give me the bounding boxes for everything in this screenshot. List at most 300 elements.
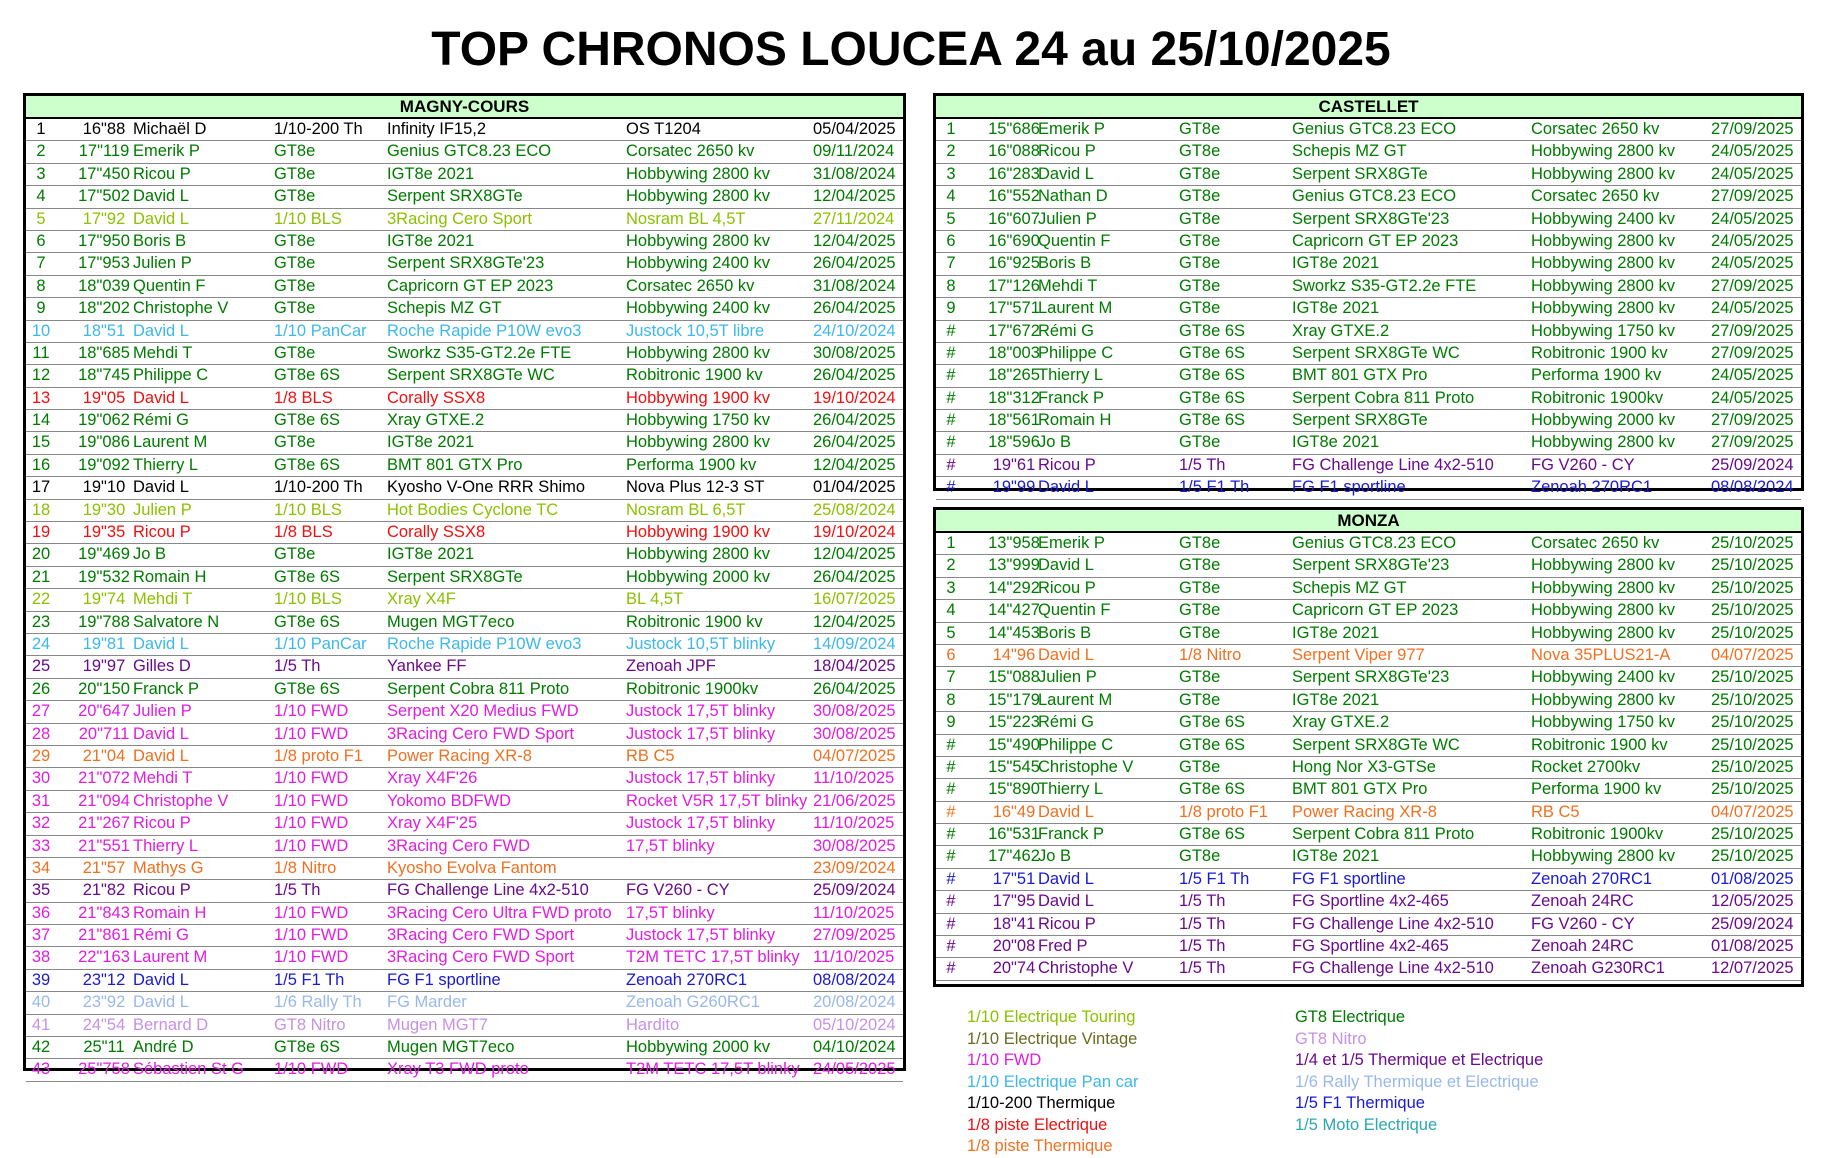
rank-cell: 35: [31, 881, 51, 900]
monza-rows: [936, 533, 1801, 981]
rank-cell: #: [946, 366, 956, 385]
motor-cell: Hobbywing 2800 kv: [626, 231, 771, 250]
category-cell: 1/10 FWD: [274, 724, 349, 743]
time-cell: 18"685: [78, 343, 130, 362]
table-row: [936, 164, 1801, 186]
table-row: [936, 936, 1801, 958]
driver-cell: Julien P: [1038, 209, 1097, 228]
rank-cell: 25: [31, 657, 51, 676]
category-cell: GT8e: [1179, 601, 1221, 620]
rank-cell: 8: [946, 690, 956, 709]
category-cell: GT8e: [1179, 299, 1221, 318]
motor-cell: Corsatec 2650 kv: [626, 142, 755, 161]
time-cell: 15"490: [988, 735, 1040, 754]
category-cell: GT8e: [1179, 433, 1221, 452]
legend-item: 1/5 F1 Thermique: [1295, 1094, 1425, 1112]
time-cell: 16"531: [988, 825, 1040, 844]
date-cell: 24/05/2025: [1711, 254, 1794, 273]
date-cell: 25/09/2024: [813, 881, 896, 900]
motor-cell: Hobbywing 2800 kv: [1531, 142, 1676, 161]
rank-cell: 3: [946, 164, 956, 183]
rank-cell: 37: [31, 926, 51, 945]
rank-cell: 34: [31, 858, 51, 877]
category-cell: GT8e: [1179, 847, 1221, 866]
motor-cell: Justock 17,5T blinky: [626, 926, 776, 945]
time-cell: 17"672: [988, 321, 1040, 340]
date-cell: 12/04/2025: [813, 455, 896, 474]
date-cell: 25/10/2025: [1711, 578, 1794, 597]
time-cell: 19"35: [82, 523, 126, 542]
chassis-cell: IGT8e 2021: [1292, 299, 1380, 318]
time-cell: 15"223: [988, 713, 1040, 732]
chassis-cell: Yokomo BDFWD: [387, 791, 512, 810]
rank-cell: 36: [31, 903, 51, 922]
date-cell: 11/10/2025: [813, 814, 895, 833]
table-row: [936, 824, 1801, 846]
rank-cell: 12: [31, 366, 51, 385]
date-cell: 25/10/2025: [1711, 623, 1794, 642]
date-cell: 24/05/2025: [1711, 299, 1794, 318]
chassis-cell: Genius GTC8.23 ECO: [1292, 120, 1457, 138]
table-row: [26, 925, 903, 947]
time-cell: 16"552: [988, 187, 1040, 206]
rank-cell: 15: [31, 433, 51, 452]
chassis-cell: IGT8e 2021: [387, 164, 475, 183]
category-cell: GT8e: [274, 254, 316, 273]
date-cell: 24/05/2025: [1711, 231, 1794, 250]
date-cell: 19/10/2024: [813, 388, 896, 407]
chassis-cell: Capricorn GT EP 2023: [1292, 231, 1459, 250]
driver-cell: Ricou P: [1038, 914, 1096, 933]
date-cell: 04/10/2024: [813, 1038, 896, 1057]
table-row: [936, 186, 1801, 208]
table-row: [26, 947, 903, 969]
table-row: [26, 477, 903, 499]
time-cell: 21"82: [82, 881, 126, 900]
date-cell: 24/05/2025: [1711, 209, 1794, 228]
time-cell: 24"54: [82, 1015, 126, 1034]
category-cell: GT8e: [1179, 556, 1221, 575]
table-row: [26, 701, 903, 723]
rank-cell: 26: [31, 679, 51, 698]
motor-cell: Justock 17,5T blinky: [626, 702, 776, 721]
motor-cell: Robitronic 1900kv: [1531, 388, 1664, 407]
table-row: [936, 119, 1801, 141]
legend-item: 1/10-200 Thermique: [967, 1094, 1116, 1112]
chassis-cell: Serpent SRX8GTe'23: [387, 254, 545, 273]
table-row: [936, 555, 1801, 577]
date-cell: 26/04/2025: [813, 366, 896, 385]
table-row: [936, 600, 1801, 622]
rank-cell: 3: [36, 164, 46, 183]
date-cell: 24/10/2024: [813, 321, 896, 340]
category-cell: 1/5 F1 Th: [1179, 478, 1250, 497]
category-cell: GT8e: [274, 276, 316, 295]
time-cell: 17"92: [82, 209, 126, 228]
time-cell: 20"08: [992, 937, 1036, 956]
category-cell: GT8e 6S: [274, 1038, 341, 1057]
table-row: [936, 477, 1801, 499]
table-row: [26, 388, 903, 410]
time-cell: 15"545: [988, 757, 1040, 776]
motor-cell: Nova 35PLUS21-A: [1531, 645, 1671, 664]
chassis-cell: Kyosho Evolva Fantom: [387, 858, 557, 877]
category-cell: 1/5 Th: [1179, 937, 1226, 956]
motor-cell: Hobbywing 2800 kv: [1531, 254, 1676, 273]
date-cell: 25/10/2025: [1711, 735, 1794, 754]
table-row: [26, 164, 903, 186]
time-cell: 19"97: [82, 657, 126, 676]
time-cell: 16"607: [988, 209, 1040, 228]
time-cell: 21"551: [78, 836, 130, 855]
chassis-cell: Infinity IF15,2: [387, 120, 487, 138]
motor-cell: Hobbywing 1900 kv: [626, 523, 771, 542]
rank-cell: #: [946, 478, 956, 497]
time-cell: 23"92: [82, 993, 126, 1012]
driver-cell: Laurent M: [1038, 299, 1113, 318]
chassis-cell: Power Racing XR-8: [1292, 802, 1437, 821]
category-cell: GT8e: [1179, 164, 1221, 183]
time-cell: 13"999: [988, 556, 1040, 575]
table-row: [936, 846, 1801, 868]
category-cell: 1/10 FWD: [274, 769, 349, 788]
category-cell: GT8e: [1179, 534, 1221, 552]
chassis-cell: Xray T3 FWD proto: [387, 1060, 529, 1079]
time-cell: 21"072: [78, 769, 130, 788]
date-cell: 25/10/2025: [1711, 534, 1794, 552]
date-cell: 25/10/2025: [1711, 825, 1794, 844]
rank-cell: 11: [32, 343, 50, 362]
driver-cell: Fred P: [1038, 937, 1088, 956]
chassis-cell: Hong Nor X3-GTSe: [1292, 757, 1436, 776]
motor-cell: T2M TETC 17,5T blinky: [626, 948, 800, 967]
time-cell: 18"202: [78, 299, 130, 318]
category-cell: GT8e 6S: [274, 455, 341, 474]
date-cell: 25/10/2025: [1711, 668, 1794, 687]
motor-cell: Zenoah 24RC: [1531, 892, 1634, 911]
time-cell: 17"95: [992, 892, 1036, 911]
motor-cell: Corsatec 2650 kv: [1531, 187, 1660, 206]
date-cell: 25/10/2025: [1711, 757, 1794, 776]
time-cell: 19"99: [992, 478, 1036, 497]
chassis-cell: Capricorn GT EP 2023: [1292, 601, 1459, 620]
motor-cell: T2M TETC 17,5T blinky: [626, 1060, 800, 1079]
driver-cell: Jo B: [1038, 433, 1072, 452]
driver-cell: Sébastien St G: [133, 1060, 244, 1079]
driver-cell: Bernard D: [133, 1015, 209, 1034]
category-cell: 1/10-200 Th: [274, 120, 363, 138]
motor-cell: FG V260 - CY: [1531, 914, 1635, 933]
driver-cell: Ricou P: [1038, 142, 1096, 161]
table-row: [26, 1037, 903, 1059]
chassis-cell: 3Racing Cero FWD Sport: [387, 926, 575, 945]
category-cell: GT8e 6S: [1179, 411, 1246, 430]
time-cell: 17"502: [78, 187, 130, 206]
rank-cell: #: [946, 802, 956, 821]
chassis-cell: Serpent Cobra 811 Proto: [1292, 825, 1475, 844]
date-cell: 26/04/2025: [813, 433, 896, 452]
category-cell: GT8e: [274, 343, 316, 362]
rank-cell: 2: [946, 142, 956, 161]
rank-cell: 24: [31, 634, 51, 653]
category-cell: GT8e 6S: [1179, 366, 1246, 385]
table-row: [26, 903, 903, 925]
date-cell: 12/07/2025: [1711, 959, 1794, 978]
chassis-cell: IGT8e 2021: [1292, 433, 1380, 452]
category-cell: 1/10 FWD: [274, 836, 349, 855]
rank-cell: #: [946, 959, 956, 978]
time-cell: 16"283: [988, 164, 1040, 183]
rank-cell: 28: [31, 724, 51, 743]
chassis-cell: Serpent SRX8GTe'23: [1292, 209, 1450, 228]
motor-cell: Zenoah 24RC: [1531, 937, 1634, 956]
date-cell: 24/05/2025: [1711, 388, 1794, 407]
table-row: [26, 209, 903, 231]
driver-cell: David L: [1038, 164, 1094, 183]
category-cell: 1/8 BLS: [274, 523, 333, 542]
driver-cell: Emerik P: [133, 142, 200, 161]
chassis-cell: 3Racing Cero Ultra FWD proto: [387, 903, 612, 922]
date-cell: 04/07/2025: [1711, 802, 1794, 821]
time-cell: 18"51: [82, 321, 126, 340]
driver-cell: Quentin F: [1038, 231, 1111, 250]
date-cell: 26/04/2025: [813, 411, 896, 430]
rank-cell: 7: [36, 254, 46, 273]
chassis-cell: Serpent SRX8GTe: [1292, 164, 1428, 183]
category-cell: GT8e 6S: [1179, 321, 1246, 340]
motor-cell: Hobbywing 2800 kv: [1531, 623, 1676, 642]
date-cell: 01/04/2025: [813, 478, 896, 497]
category-cell: GT8e: [1179, 668, 1221, 687]
table-row: [26, 858, 903, 880]
category-cell: GT8e: [1179, 757, 1221, 776]
motor-cell: Hobbywing 2000 kv: [626, 1038, 771, 1057]
time-cell: 21"04: [82, 746, 126, 765]
motor-cell: Hobbywing 2400 kv: [1531, 668, 1676, 687]
legend-item: 1/8 piste Thermique: [967, 1137, 1113, 1155]
motor-cell: Hobbywing 2800 kv: [626, 545, 771, 564]
motor-cell: Hobbywing 2000 kv: [626, 567, 771, 586]
driver-cell: Christophe V: [133, 299, 229, 318]
time-cell: 13"958: [988, 534, 1040, 552]
chassis-cell: Genius GTC8.23 ECO: [1292, 187, 1457, 206]
date-cell: 25/10/2025: [1711, 556, 1794, 575]
driver-cell: David L: [133, 209, 189, 228]
rank-cell: 39: [31, 970, 51, 989]
driver-cell: Romain H: [133, 567, 207, 586]
driver-cell: Jo B: [133, 545, 167, 564]
motor-cell: Hobbywing 2800 kv: [626, 433, 771, 452]
rank-cell: 2: [36, 142, 46, 161]
motor-cell: Nosram BL 4,5T: [626, 209, 746, 228]
time-cell: 19"81: [82, 634, 126, 653]
driver-cell: Mehdi T: [133, 590, 193, 609]
category-cell: GT8e: [1179, 254, 1221, 273]
table-row: [26, 589, 903, 611]
date-cell: 27/09/2025: [1711, 343, 1794, 362]
time-cell: 15"686: [988, 120, 1040, 138]
date-cell: 23/09/2024: [813, 858, 896, 877]
category-cell: 1/5 Th: [1179, 892, 1226, 911]
rank-cell: 1: [946, 534, 956, 552]
chassis-cell: Xray GTXE.2: [1292, 713, 1390, 732]
motor-cell: Nosram BL 6,5T: [626, 500, 746, 519]
driver-cell: David L: [133, 746, 189, 765]
date-cell: 24/05/2025: [1711, 142, 1794, 161]
category-cell: GT8e: [274, 231, 316, 250]
driver-cell: David L: [133, 388, 189, 407]
motor-cell: BL 4,5T: [626, 590, 684, 609]
chassis-cell: IGT8e 2021: [1292, 254, 1380, 273]
chassis-cell: Schepis MZ GT: [387, 299, 502, 318]
chassis-cell: Xray X4F'26: [387, 769, 478, 788]
rank-cell: 21: [31, 567, 51, 586]
rank-cell: #: [946, 757, 956, 776]
date-cell: 26/04/2025: [813, 254, 896, 273]
rank-cell: 38: [31, 948, 51, 967]
motor-cell: Hardito: [626, 1015, 680, 1034]
rank-cell: 22: [31, 590, 51, 609]
motor-cell: Performa 1900 kv: [1531, 780, 1662, 799]
chassis-cell: IGT8e 2021: [1292, 623, 1380, 642]
time-cell: 14"292: [988, 578, 1040, 597]
time-cell: 15"088: [988, 668, 1040, 687]
date-cell: 11/10/2025: [813, 769, 895, 788]
legend-item: 1/10 Electrique Touring: [967, 1008, 1136, 1026]
time-cell: 21"861: [78, 926, 130, 945]
rank-cell: #: [946, 321, 956, 340]
driver-cell: Philippe C: [133, 366, 209, 385]
chassis-cell: Yankee FF: [387, 657, 467, 676]
legend-item: 1/5 Moto Electrique: [1295, 1115, 1438, 1134]
date-cell: 26/04/2025: [813, 299, 896, 318]
time-cell: 19"532: [78, 567, 130, 586]
category-cell: GT8e: [274, 433, 316, 452]
date-cell: 12/04/2025: [813, 545, 896, 564]
chassis-cell: FG Challenge Line 4x2-510: [387, 881, 589, 900]
driver-cell: Boris B: [133, 231, 187, 250]
motor-cell: Hobbywing 2000 kv: [1531, 411, 1676, 430]
motor-cell: Justock 10,5T libre: [626, 321, 765, 340]
table-row: [936, 141, 1801, 163]
category-cell: 1/8 Nitro: [274, 858, 337, 877]
table-row: [26, 970, 903, 992]
chassis-cell: Schepis MZ GT: [1292, 142, 1407, 161]
rank-cell: #: [946, 411, 956, 430]
table-row: [936, 802, 1801, 824]
motor-cell: Hobbywing 2800 kv: [626, 343, 771, 362]
chassis-cell: Serpent Viper 977: [1292, 645, 1425, 664]
table-row: [26, 813, 903, 835]
motor-cell: Performa 1900 kv: [626, 455, 757, 474]
motor-cell: Corsatec 2650 kv: [1531, 534, 1660, 552]
table-row: [26, 432, 903, 454]
time-cell: 23"12: [82, 970, 126, 989]
driver-cell: David L: [133, 187, 189, 206]
table-row: [26, 522, 903, 544]
category-cell: 1/8 Nitro: [1179, 645, 1242, 664]
table-row: [936, 779, 1801, 801]
motor-cell: Justock 17,5T blinky: [626, 814, 776, 833]
driver-cell: Mathys G: [133, 858, 204, 877]
category-cell: 1/10 FWD: [274, 1060, 349, 1079]
category-cell: GT8e: [1179, 578, 1221, 597]
chassis-cell: Power Racing XR-8: [387, 746, 532, 765]
date-cell: 05/04/2025: [813, 120, 896, 138]
category-cell: GT8e 6S: [1179, 343, 1246, 362]
chassis-cell: Sworkz S35-GT2.2e FTE: [387, 343, 572, 362]
category-cell: GT8 Nitro: [274, 1015, 346, 1034]
motor-cell: Hobbywing 1750 kv: [1531, 321, 1676, 340]
category-cell: GT8e: [274, 299, 316, 318]
table-row: [936, 231, 1801, 253]
date-cell: 31/08/2024: [813, 164, 896, 183]
chassis-cell: IGT8e 2021: [387, 433, 475, 452]
category-cell: 1/5 Th: [274, 657, 321, 676]
rank-cell: 20: [31, 545, 51, 564]
rank-cell: 2: [946, 556, 956, 575]
time-cell: 19"10: [82, 478, 126, 497]
rank-cell: 1: [36, 120, 46, 138]
category-cell: GT8e 6S: [274, 366, 341, 385]
driver-cell: Philippe C: [1038, 343, 1114, 362]
motor-cell: Robitronic 1900 kv: [626, 366, 763, 385]
time-cell: 18"003: [988, 343, 1040, 362]
driver-cell: Nathan D: [1038, 187, 1108, 206]
time-cell: 21"267: [78, 814, 130, 833]
date-cell: 12/04/2025: [813, 612, 896, 631]
time-cell: 19"74: [82, 590, 126, 609]
time-cell: 14"427: [988, 601, 1040, 620]
chassis-cell: BMT 801 GTX Pro: [1292, 780, 1428, 799]
chassis-cell: Serpent SRX8GTe'23: [1292, 556, 1450, 575]
date-cell: 27/09/2025: [1711, 433, 1794, 452]
table-row: [26, 298, 903, 320]
chassis-cell: FG Challenge Line 4x2-510: [1292, 959, 1494, 978]
motor-cell: Hobbywing 2800 kv: [1531, 601, 1676, 620]
chassis-cell: Serpent SRX8GTe: [387, 567, 523, 586]
date-cell: 19/10/2024: [813, 523, 896, 542]
table-row: [26, 724, 903, 746]
table-row: [936, 958, 1801, 980]
table-row: [26, 836, 903, 858]
date-cell: 30/08/2025: [813, 836, 896, 855]
date-cell: 27/09/2025: [1711, 411, 1794, 430]
chassis-cell: FG F1 sportline: [1292, 869, 1406, 888]
category-cell: GT8e 6S: [274, 567, 341, 586]
legend-item: 1/10 Electrique Vintage: [967, 1029, 1138, 1048]
date-cell: 12/04/2025: [813, 231, 896, 250]
table-row: [26, 231, 903, 253]
category-cell: GT8e: [1179, 120, 1221, 138]
chassis-cell: 3Racing Cero FWD Sport: [387, 948, 575, 967]
time-cell: 14"96: [992, 645, 1036, 664]
magny-cours-table: [23, 93, 906, 1079]
time-cell: 18"265: [988, 366, 1040, 385]
chassis-cell: Xray GTXE.2: [387, 411, 485, 430]
motor-cell: Corsatec 2650 kv: [626, 276, 755, 295]
chassis-cell: Hot Bodies Cyclone TC: [387, 500, 559, 519]
table-row: [26, 455, 903, 477]
legend-item: GT8 Nitro: [1295, 1029, 1367, 1048]
category-cell: GT8e 6S: [274, 411, 341, 430]
category-cell: 1/10-200 Th: [274, 478, 363, 497]
chassis-cell: IGT8e 2021: [387, 231, 475, 250]
time-cell: 19"092: [78, 455, 130, 474]
motor-cell: RB C5: [626, 746, 675, 765]
table-row: [936, 735, 1801, 757]
category-cell: 1/10 PanCar: [274, 321, 367, 340]
